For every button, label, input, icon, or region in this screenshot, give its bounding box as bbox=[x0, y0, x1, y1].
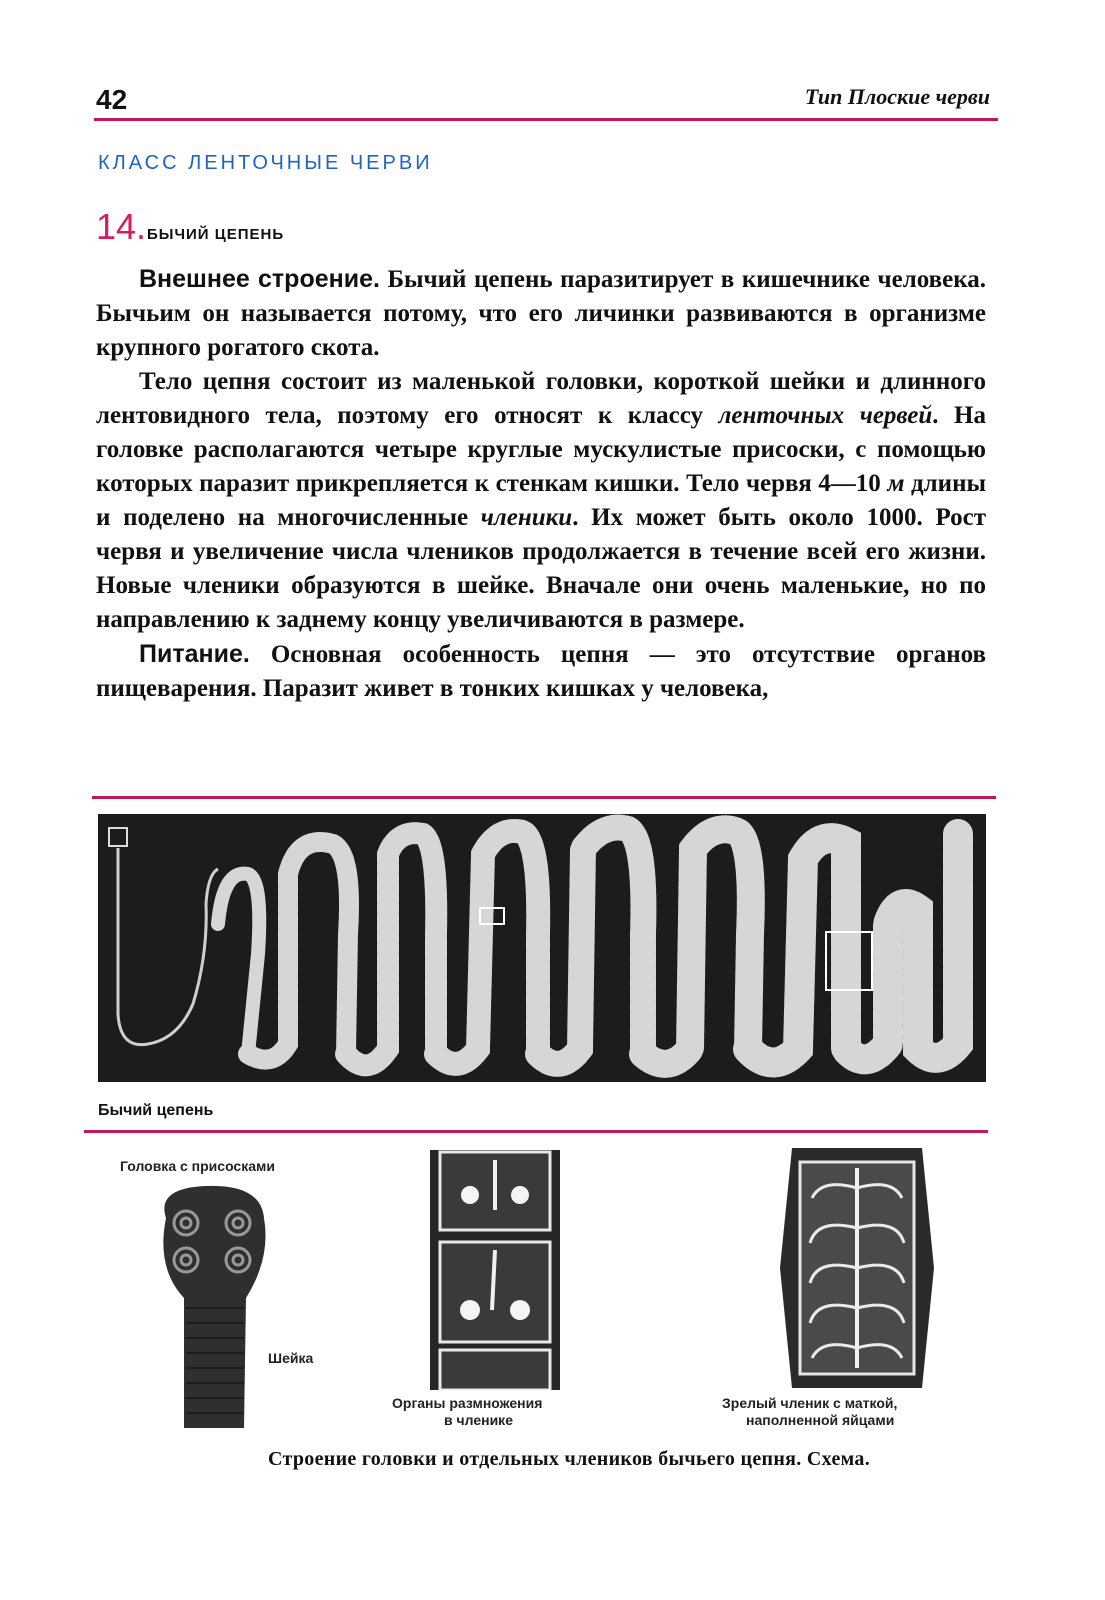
paragraph-text: . Их может быть около 1000. Рост червя и увеличение числа члеников продолжается в течение всей его жизни. Новые членики образуются в шейке. Вначале они очень маленькие, но по направлению к заднему концу увеличиваются в размере. bbox=[96, 504, 986, 633]
paragraph-nutrition bbox=[96, 637, 986, 706]
paragraph-text: длины и поделено на многочисленные bbox=[96, 470, 987, 531]
figure-top-rule bbox=[92, 796, 996, 799]
body-text bbox=[96, 262, 986, 706]
paragraph-lead: Питание. bbox=[139, 640, 250, 668]
scolex-diagram bbox=[146, 1178, 286, 1438]
label-organs-line2: в членике bbox=[444, 1412, 513, 1428]
tapeworm-photo bbox=[98, 814, 986, 1082]
label-neck: Шейка bbox=[268, 1350, 314, 1366]
class-heading: КЛАСС ЛЕНТОЧНЫЕ ЧЕРВИ bbox=[98, 152, 433, 174]
page-number: 42 bbox=[96, 84, 128, 115]
mature-segment-diagram bbox=[762, 1148, 952, 1388]
emphasis-term: ленточных червей bbox=[718, 402, 933, 429]
label-mature-line2: наполненной яйцами bbox=[746, 1412, 895, 1428]
paragraph-text: . На головке располагаются четыре круглые мускулистые присоски, с помощью которых паразит прикрепляется к стенкам кишки. Тело червя 4—10 bbox=[96, 402, 986, 497]
paragraph-text: Тело цепня состоит из маленькой головки, короткой шейки и длинного лентовидного тела, поэтому его относят к классу bbox=[96, 368, 986, 429]
paragraph-external-structure bbox=[96, 262, 986, 365]
figure-bottom-rule bbox=[84, 1130, 988, 1133]
label-mature-line1: Зрелый членик с маткой, bbox=[722, 1395, 898, 1411]
segment-organs-diagram bbox=[420, 1150, 570, 1390]
scheme-caption: Строение головки и отдельных члеников бычьего цепня. Схема. bbox=[268, 1448, 871, 1470]
label-organs-line1: Органы размножения bbox=[392, 1395, 543, 1411]
paragraph-text: Бычий цепень паразитирует в кишечнике человека. Бычьим он называется потому, что его личинки развиваются в организме крупного рогатого скота. bbox=[96, 266, 986, 361]
photo-caption: Бычий цепень bbox=[98, 1102, 214, 1119]
section-title: БЫЧИЙ ЦЕПЕНЬ bbox=[147, 226, 285, 243]
running-header: Тип Плоские черви bbox=[804, 84, 990, 109]
paragraph-text: Основная особенность цепня — это отсутствие органов пищеварения. Паразит живет в тонких кишках у человека, bbox=[96, 641, 986, 702]
paragraph-body-structure bbox=[96, 365, 986, 637]
emphasis-term: членики bbox=[480, 504, 573, 531]
label-head-with-suckers: Головка с присосками bbox=[120, 1158, 275, 1174]
paragraph-lead: Внешнее строение. bbox=[139, 265, 380, 293]
section-number: 14. bbox=[96, 206, 147, 247]
emphasis-unit: м bbox=[887, 470, 905, 497]
header-rule bbox=[94, 118, 998, 121]
tapeworm-illustration bbox=[98, 814, 986, 1082]
